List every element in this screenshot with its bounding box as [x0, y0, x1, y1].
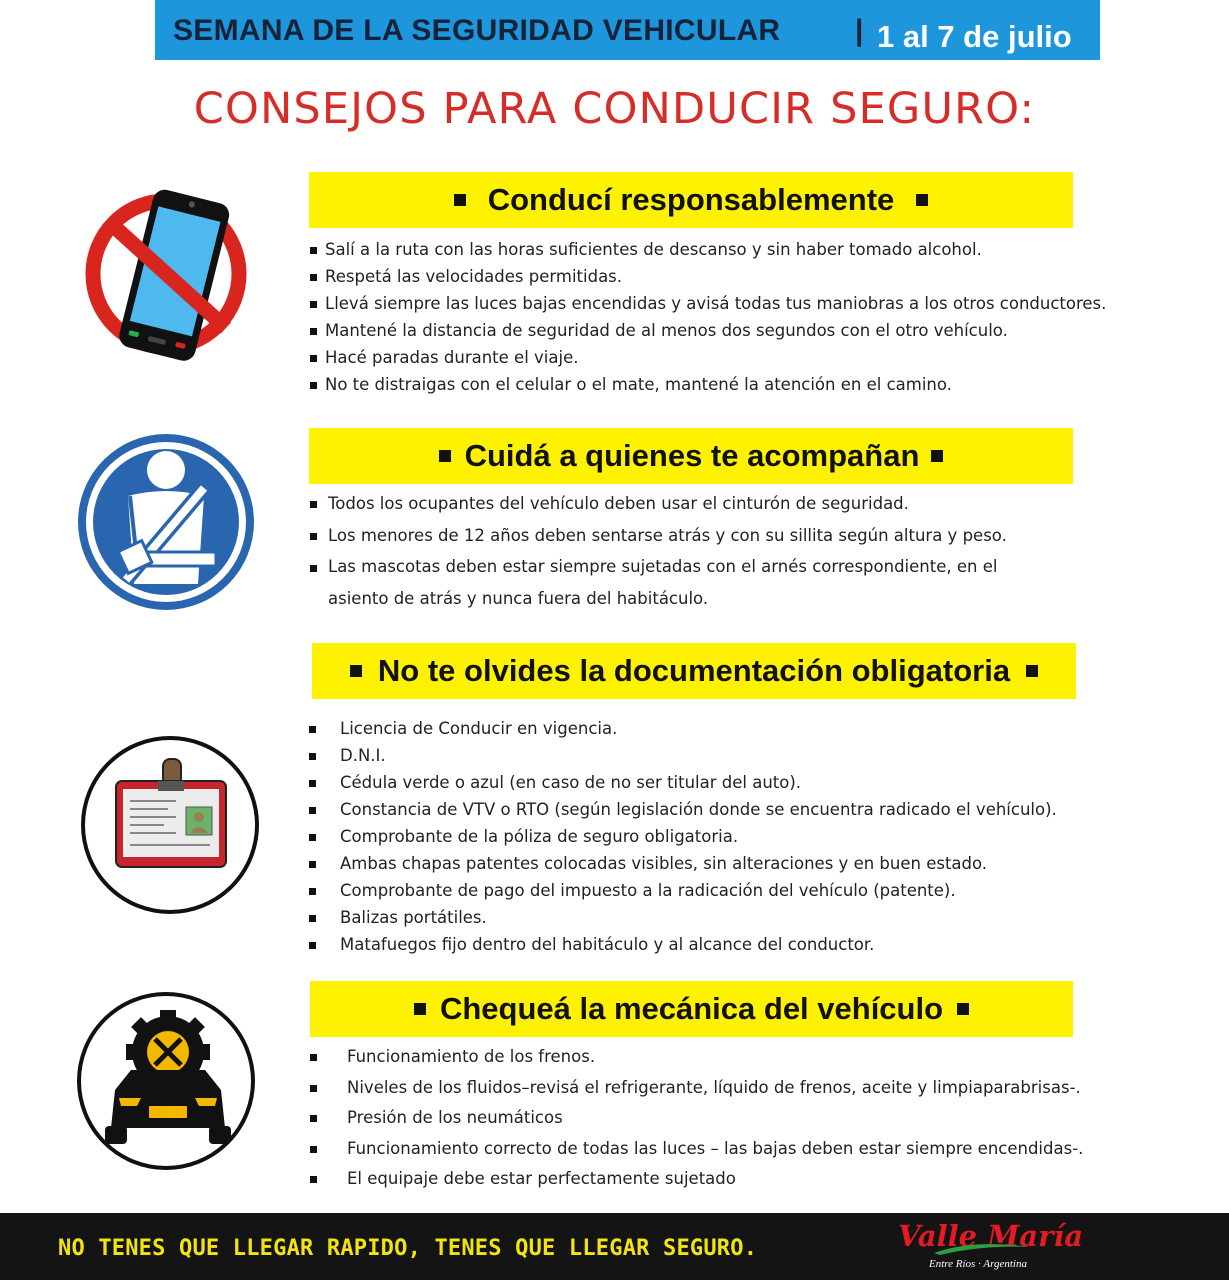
- list-item: Mantené la distancia de seguridad de al menos dos segundos con el otro vehículo.: [310, 321, 1106, 348]
- list-item: Llevá siempre las luces bajas encendidas y avisá todas tus maniobras a los otros conductores.: [310, 294, 1106, 321]
- tips-list-documents: [309, 719, 1057, 962]
- event-dates: 1 al 7 de julio: [877, 19, 1072, 54]
- square-bullet-icon: [439, 450, 451, 462]
- seatbelt-icon: [76, 432, 256, 612]
- section-title: Conducí responsablemente: [487, 182, 895, 217]
- list-item: Comprobante de pago del impuesto a la radicación del vehículo (patente).: [309, 881, 1057, 908]
- list-item: Respetá las velocidades permitidas.: [310, 267, 1106, 294]
- list-item: No te distraigas con el celular o el mate, mantené la atención en el camino.: [310, 375, 1106, 402]
- section-banner-documents: [312, 643, 1076, 699]
- list-item: Hacé paradas durante el viaje.: [310, 348, 1106, 375]
- brand-region: Entre Ríos · Argentina: [929, 1258, 1027, 1270]
- list-item: Constancia de VTV o RTO (según legislación donde se encuentra radicado el vehículo).: [309, 800, 1057, 827]
- list-item: D.N.I.: [309, 746, 1057, 773]
- section-title: Chequeá la mecánica del vehículo: [439, 991, 944, 1026]
- footer-bar: [0, 1213, 1229, 1280]
- no-phone-icon: [78, 188, 258, 368]
- section-banner-mechanics: [310, 981, 1073, 1037]
- event-header: [155, 0, 1100, 60]
- tips-list-responsible: [310, 240, 1106, 402]
- tips-list-passengers: [310, 494, 1008, 615]
- list-item: Licencia de Conducir en vigencia.: [309, 719, 1057, 746]
- list-item: Funcionamiento correcto de todas las luces – las bajas deben estar siempre encendidas-.: [310, 1139, 1083, 1170]
- square-bullet-icon: [1026, 665, 1038, 677]
- section-title: Cuidá a quienes te acompañan: [464, 438, 920, 473]
- section-banner-responsible: [309, 172, 1073, 228]
- list-item: Balizas portátiles.: [309, 908, 1057, 935]
- tips-list-mechanics: [310, 1047, 1083, 1200]
- list-item: Ambas chapas patentes colocadas visibles, sin alteraciones y en buen estado.: [309, 854, 1057, 881]
- page-title: CONSEJOS PARA CONDUCIR SEGURO:: [193, 84, 1036, 134]
- list-item: Niveles de los fluidos–revisá el refrigerante, líquido de frenos, aceite y limpiaparabrisas-.: [310, 1078, 1083, 1109]
- list-item: Matafuegos fijo dentro del habitáculo y al alcance del conductor.: [309, 935, 1057, 962]
- section-title: No te olvides la documentación obligatoria: [377, 653, 1011, 688]
- brand-swoosh-icon: [932, 1241, 1032, 1257]
- list-item: Cédula verde o azul (en caso de no ser titular del auto).: [309, 773, 1057, 800]
- section-banner-passengers: [309, 428, 1073, 484]
- square-bullet-icon: [957, 1003, 969, 1015]
- id-card-icon: [80, 735, 260, 915]
- header-separator: |: [855, 14, 864, 47]
- square-bullet-icon: [454, 194, 466, 206]
- list-item: Comprobante de la póliza de seguro obligatoria.: [309, 827, 1057, 854]
- list-item: Las mascotas deben estar siempre sujetadas con el arnés correspondiente, en el asiento de atrás y nunca fuera del habitáculo.: [310, 551, 1008, 615]
- square-bullet-icon: [414, 1003, 426, 1015]
- list-item: Funcionamiento de los frenos.: [310, 1047, 1083, 1078]
- list-item: Salí a la ruta con las horas suficientes de descanso y sin haber tomado alcohol.: [310, 240, 1106, 267]
- list-item: Presión de los neumáticos: [310, 1108, 1083, 1139]
- square-bullet-icon: [350, 665, 362, 677]
- car-mechanic-icon: [75, 990, 257, 1172]
- list-item: El equipaje debe estar perfectamente sujetado: [310, 1169, 1083, 1200]
- square-bullet-icon: [931, 450, 943, 462]
- event-title: SEMANA DE LA SEGURIDAD VEHICULAR: [173, 14, 781, 47]
- list-item: Todos los ocupantes del vehículo deben usar el cinturón de seguridad.: [310, 494, 1008, 526]
- footer-slogan: NO TENES QUE LLEGAR RAPIDO, TENES QUE LLEGAR SEGURO.: [58, 1236, 758, 1261]
- list-item: Los menores de 12 años deben sentarse atrás y con su sillita según altura y peso.: [310, 526, 1008, 558]
- square-bullet-icon: [916, 194, 928, 206]
- brand-logo: Valle María: [898, 1219, 1084, 1253]
